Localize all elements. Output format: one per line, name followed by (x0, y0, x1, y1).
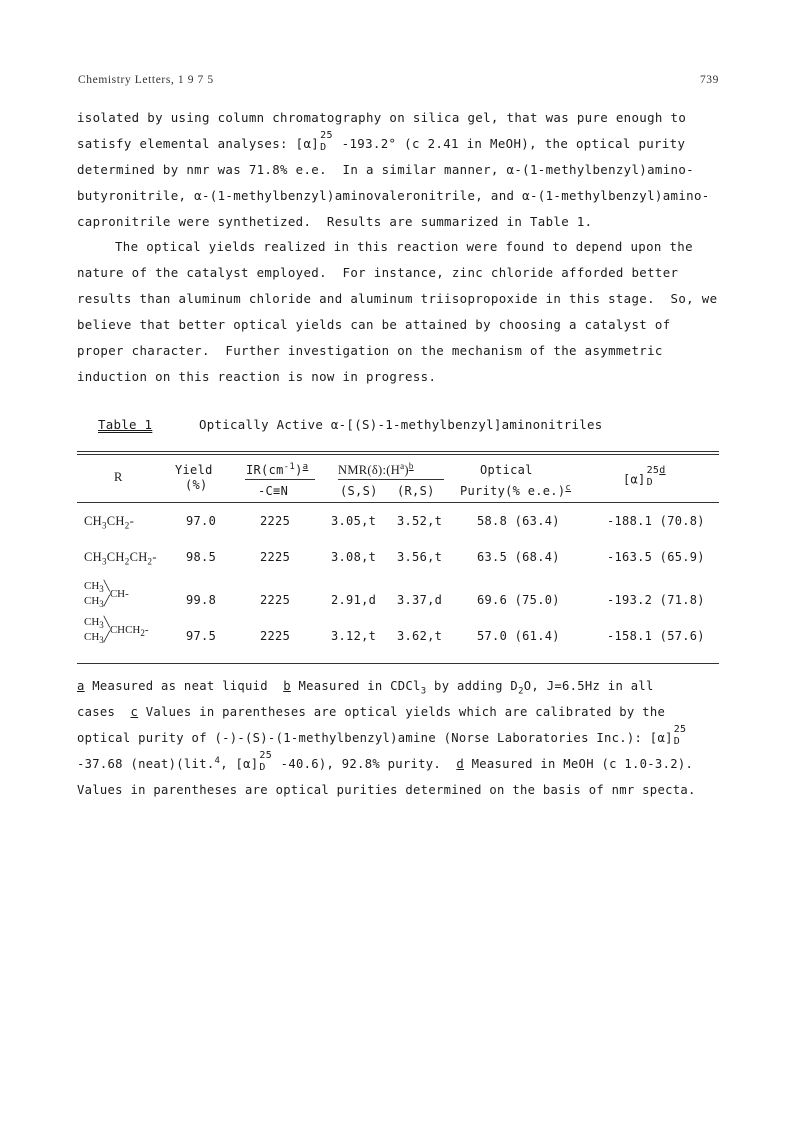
header-ir-rule (245, 479, 315, 480)
text-line: results than aluminum chloride and aluminum triisopropoxide in this stage. So, we (77, 291, 718, 306)
table-title: Optically Active α-[(S)-1-methylbenzyl]aminonitriles (199, 417, 603, 432)
page-number: 739 (699, 74, 719, 86)
row-rotation: -193.2 (71.8) (607, 593, 705, 607)
row-purity: 63.5 (68.4) (477, 550, 560, 564)
table-top-rule-2 (77, 454, 719, 455)
row-nmr-rs: 3.62,t (397, 629, 443, 643)
footnote-line: Values in parentheses are optical purities determined on the basis of nmr specta. (77, 783, 696, 797)
table-top-rule (77, 451, 719, 452)
footnote-line: cases c Values in parentheses are optical yields which are calibrated by the (77, 705, 666, 719)
text-line: isolated by using column chromatography on silica gel, that was pure enough to (77, 110, 687, 125)
footnote-line: -37.68 (neat)(lit.$^4$, [α] 25 D -40.6), 92.8% purity. d Measured in MeOH (c 1.0-3.2). (77, 749, 694, 773)
paragraph-1 (77, 105, 717, 235)
table-footnotes (77, 673, 727, 803)
rotation-script: 25 D (320, 129, 333, 153)
row-purity: 58.8 (63.4) (477, 514, 560, 528)
row-purity: 69.6 (75.0) (477, 593, 560, 607)
header-nmr: $NMR(\delta):(H^a)^b$ (338, 460, 414, 477)
header-purity: Purity(% e.e.)$^c$ (460, 483, 572, 498)
row-rotation: -158.1 (57.6) (607, 629, 705, 643)
header-r: R (114, 470, 123, 484)
text-line: induction on this reaction is now in progress. (77, 369, 437, 384)
row-yield: 97.5 (186, 629, 217, 643)
paragraph-2 (77, 234, 717, 390)
footnote-line: a Measured as neat liquid b Measured in CDCl$_3$ by adding $D_2O$, J=6.5Hz in all (77, 679, 654, 697)
text-line: satisfy elemental analyses: [α] 25 D -193.2° (c 2.41 in MeOH), the optical purity (77, 129, 686, 153)
journal-header: Chemistry Letters, 1 9 7 5 (78, 74, 214, 86)
row-r: $CH_3CH_2CH_2-$ (84, 550, 157, 567)
row-yield: 97.0 (186, 514, 217, 528)
header-ir: $IR(cm^{-1})^a$ (246, 462, 309, 477)
header-yield: Yield (175, 463, 213, 477)
row-nmr-ss: 3.05,t (331, 514, 377, 528)
row-yield: 99.8 (186, 593, 217, 607)
row-r: $CH_3╲$ $CH_3╱CH-$ (84, 580, 129, 610)
text-line: believe that better optical yields can be attained by choosing a catalyst of (77, 317, 671, 332)
header-nmr-rs: (R,S) (397, 484, 435, 498)
row-ir: 2225 (260, 514, 291, 528)
text-line: The optical yields realized in this reaction were found to depend upon the (115, 239, 693, 254)
text-line: nature of the catalyst employed. For instance, zinc chloride afforded better (77, 265, 679, 280)
row-nmr-ss: 2.91,d (331, 593, 377, 607)
table-header-rule (77, 502, 719, 503)
row-rotation: -188.1 (70.8) (607, 514, 705, 528)
row-r: $CH_3╲$ $CH_3╱CHCH_2-$ (84, 616, 149, 646)
row-yield: 98.5 (186, 550, 217, 564)
row-ir: 2225 (260, 593, 291, 607)
text-line: proper character. Further investigation on the mechanism of the asymmetric (77, 343, 663, 358)
row-ir: 2225 (260, 550, 291, 564)
table-caption (98, 417, 603, 432)
row-nmr-rs: 3.52,t (397, 514, 443, 528)
row-rotation: -163.5 (65.9) (607, 550, 705, 564)
row-r: $CH_3CH_2-$ (84, 514, 135, 531)
text-line: capronitrile were synthetized. Results are summarized in Table 1. (77, 214, 593, 229)
row-nmr-rs: 3.56,t (397, 550, 443, 564)
row-nmr-ss: 3.12,t (331, 629, 377, 643)
row-ir: 2225 (260, 629, 291, 643)
header-nmr-ss: (S,S) (340, 484, 378, 498)
header-ir-sub: -C≡N (258, 484, 289, 498)
header-rotation: [α] 25d D (623, 465, 666, 488)
row-nmr-rs: 3.37,d (397, 593, 443, 607)
row-nmr-ss: 3.08,t (331, 550, 377, 564)
table-bottom-rule (77, 663, 719, 664)
text-line: butyronitrile, α-(1-methylbenzyl)aminovaleronitrile, and α-(1-methylbenzyl)amino- (77, 188, 710, 203)
footnote-line: optical purity of (-)-(S)-(1-methylbenzyl)amine (Norse Laboratories Inc.): [α] 25 D (77, 723, 687, 747)
header-nmr-rule (338, 479, 444, 480)
header-optical: Optical (480, 463, 533, 477)
row-purity: 57.0 (61.4) (477, 629, 560, 643)
text-line: determined by nmr was 71.8% e.e. In a similar manner, α-(1-methylbenzyl)amino- (77, 162, 694, 177)
header-yield-unit: (%) (185, 478, 208, 492)
table-label: Table 1 (98, 417, 153, 432)
